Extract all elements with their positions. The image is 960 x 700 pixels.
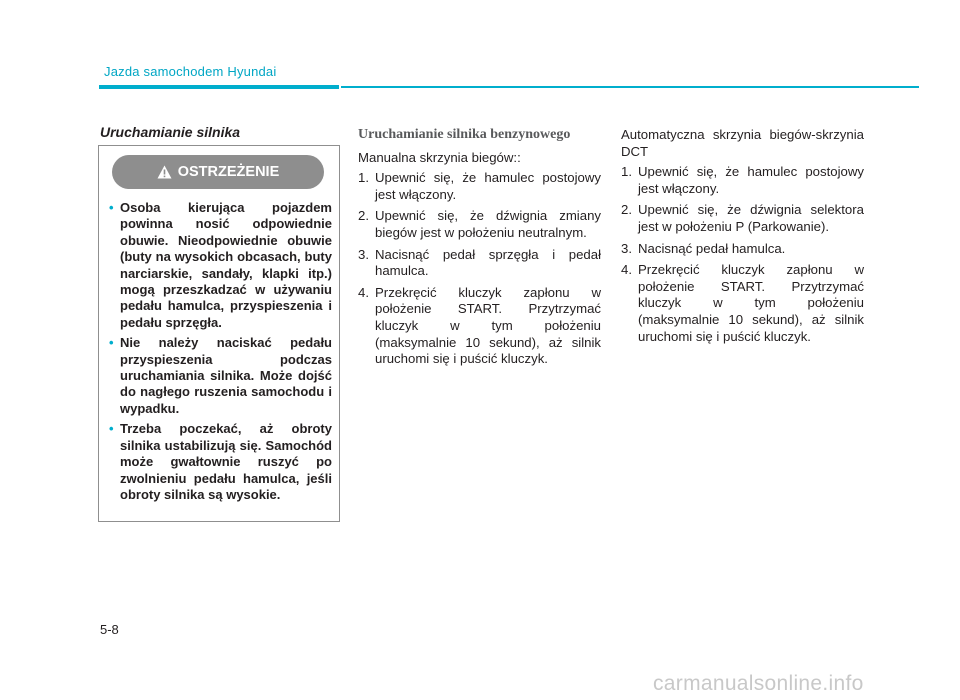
warning-header — [112, 155, 324, 189]
step-item — [621, 164, 864, 197]
manual-steps-list — [358, 170, 601, 368]
header-rule-thick — [99, 85, 339, 89]
step-item — [621, 202, 864, 235]
warning-item — [109, 421, 332, 503]
bullet-icon: • — [109, 200, 114, 215]
section-heading: Uruchamianie silnika — [100, 124, 241, 140]
manual-gearbox-intro: Manualna skrzynia biegów:: — [358, 149, 521, 165]
step-item — [358, 208, 601, 241]
header-rule-thin — [341, 86, 919, 88]
warning-item-text: Nie należy naciskać pedału przyspieszenia podczas uruchamiania silnika. Może dojść do nagłego ruszenia samochodu i wypadku. — [120, 335, 332, 416]
step-text: Przekręcić kluczyk zapłonu w położenie START. Przytrzymać kluczyk w tym położeniu (maksymalnie 10 sekund), aż silnik uruchomi się i puścić kluczyk. — [375, 284, 601, 367]
dct-steps-list — [621, 164, 864, 345]
step-text: Upewnić się, że hamulec postojowy jest włączony. — [375, 170, 601, 202]
step-number: 3. — [358, 246, 369, 262]
step-text: Przekręcić kluczyk zapłonu w położenie START. Przytrzymać kluczyk w tym położeniu (maksymalnie 10 sekund), aż silnik uruchomi się i puścić kluczyk. — [638, 262, 864, 344]
warning-triangle-icon — [157, 165, 172, 179]
step-number: 1. — [621, 164, 632, 180]
bullet-icon: • — [109, 335, 114, 351]
step-item — [621, 262, 864, 345]
step-number: 2. — [621, 202, 632, 218]
step-text: Upewnić się, że dźwignia zmiany biegów jest w położeniu neutralnym. — [375, 208, 601, 240]
warning-item — [109, 335, 332, 417]
warning-box — [98, 145, 340, 522]
bullet-icon: • — [109, 421, 114, 437]
dct-gearbox-intro: Automatyczna skrzynia biegów-skrzynia DCT — [621, 127, 864, 159]
step-number: 4. — [358, 284, 369, 300]
warning-item-text: Trzeba poczekać, aż obroty silnika ustabilizują się. Samochód może gwałtownie ruszyć po zwolnieniu pedału hamulca, jeśli obroty silnika są wysokie. — [120, 421, 332, 502]
chapter-title: Jazda samochodem Hyundai — [104, 64, 277, 79]
step-text: Upewnić się, że hamulec postojowy jest włączony. — [638, 164, 864, 196]
dct-start-column — [621, 127, 864, 350]
step-item — [358, 247, 601, 280]
petrol-start-column — [358, 127, 601, 373]
step-number: 2. — [358, 208, 369, 224]
step-item — [358, 170, 601, 203]
step-number: 1. — [358, 170, 369, 186]
step-item — [621, 241, 864, 258]
step-number: 4. — [621, 262, 632, 278]
warning-title: OSTRZEŻENIE — [177, 164, 280, 180]
page-number: 5-8 — [100, 622, 119, 637]
warning-item — [109, 200, 332, 331]
step-number: 3. — [621, 240, 632, 256]
step-item — [358, 285, 601, 368]
watermark: carmanualsonline.info — [653, 672, 864, 695]
warning-item-text: Osoba kierująca pojazdem powinna nosić odpowiednie obuwie. Nieodpowiednie obuwie (buty na wysokich obcasach, buty narciarskie, sandały, klapki itp.) mogą przeszkadzać w używaniu pedału hamulca, przyspieszenia i pedału sprzęgła. — [120, 200, 332, 330]
warning-list — [109, 200, 332, 507]
petrol-start-heading: Uruchamianie silnika benzynowego — [358, 127, 571, 142]
step-text: Nacisnąć pedał hamulca. — [638, 240, 786, 256]
step-text: Nacisnąć pedał sprzęgła i pedał hamulca. — [375, 246, 601, 279]
step-text: Upewnić się, że dźwignia selektora jest w położeniu P (Parkowanie). — [638, 202, 864, 234]
